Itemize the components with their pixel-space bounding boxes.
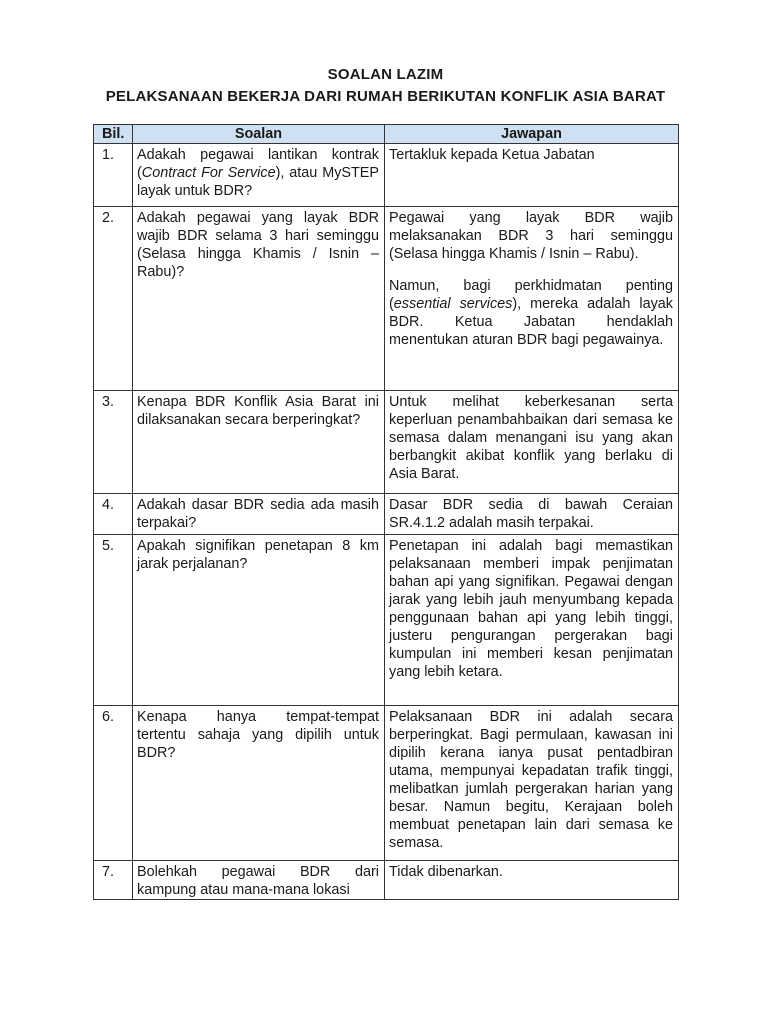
column-header-bil: Bil. — [94, 125, 133, 144]
answer-text: Namun, bagi perkhidmatan penting ( — [389, 278, 673, 312]
row-number: 2. — [94, 207, 133, 391]
answer-text: Untuk melihat keberkesanan serta keperluan penambahbaikan dari semasa ke semasa dalam menangani isu yang akan berbangkit akibat konflik yang berlaku di Asia Barat. — [389, 394, 673, 482]
page-title: SOALAN LAZIM — [327, 66, 444, 83]
question-cell — [133, 144, 385, 207]
question-text: ), atau MySTEP layak untuk BDR? — [137, 165, 379, 199]
question-cell: Adakah pegawai yang layak BDR wajib BDR selama 3 hari seminggu (Selasa hingga Khamis / Isnin – Rabu)? — [133, 207, 385, 391]
table-row — [94, 144, 679, 207]
answer-text: Dasar BDR sedia di bawah Ceraian SR.4.1.2 adalah masih terpakai. — [389, 497, 673, 531]
answer-text: Pegawai yang layak BDR wajib melaksanakan BDR 3 hari seminggu (Selasa hingga Khamis / Isnin – Rabu). — [389, 210, 673, 262]
answer-text: ), mereka adalah layak BDR. Ketua Jabatan hendaklah menentukan aturan BDR bagi pegawainya. — [389, 296, 673, 348]
question-cell: Apakah signifikan penetapan 8 km jarak perjalanan? — [133, 535, 385, 706]
question-cell: Kenapa BDR Konflik Asia Barat ini dilaksanakan secara berperingkat? — [133, 391, 385, 494]
answer-cell — [385, 861, 679, 900]
table-row — [94, 535, 679, 706]
answer-cell — [385, 144, 679, 207]
row-number: 7. — [94, 861, 133, 900]
answer-text: Tertakluk kepada Ketua Jabatan — [389, 147, 595, 163]
answer-emphasis: essential services — [393, 296, 513, 312]
question-cell: Bolehkah pegawai BDR dari kampung atau mana-mana lokasi — [133, 861, 385, 900]
faq-table — [93, 124, 679, 900]
answer-cell — [385, 391, 679, 494]
table-row — [94, 391, 679, 494]
row-number: 5. — [94, 535, 133, 706]
question-text: Adakah pegawai lantikan kontrak ( — [137, 147, 379, 181]
answer-cell — [385, 494, 679, 535]
row-number: 4. — [94, 494, 133, 535]
question-cell: Kenapa hanya tempat-tempat tertentu sahaja yang dipilih untuk BDR? — [133, 706, 385, 861]
table-row — [94, 207, 679, 391]
table-row — [94, 494, 679, 535]
answer-cell — [385, 535, 679, 706]
column-header-jawapan: Jawapan — [385, 125, 679, 144]
table-row — [94, 706, 679, 861]
answer-text: Pelaksanaan BDR ini adalah secara berperingkat. Bagi permulaan, kawasan ini dipilih kerana ianya pusat pentadbiran utama, mempunyai kepadatan trafik tinggi, melibatkan jumlah pergerakan harian yang besar. Namun begitu, Kerajaan boleh membuat penetapan lain dari semasa ke semasa. — [389, 709, 673, 851]
row-number: 6. — [94, 706, 133, 861]
page-subtitle: PELAKSANAAN BEKERJA DARI RUMAH BERIKUTAN KONFLIK ASIA BARAT — [105, 88, 666, 105]
answer-text: Tidak dibenarkan. — [389, 864, 503, 880]
row-number: 3. — [94, 391, 133, 494]
table-header-row — [94, 125, 679, 144]
question-cell: Adakah dasar BDR sedia ada masih terpakai? — [133, 494, 385, 535]
row-number: 1. — [94, 144, 133, 207]
answer-text-2 — [389, 277, 673, 349]
answer-cell — [385, 706, 679, 861]
question-emphasis: Contract For Service — [141, 165, 276, 181]
answer-cell — [385, 207, 679, 391]
table-row — [94, 861, 679, 900]
column-header-soalan: Soalan — [133, 125, 385, 144]
answer-text: Penetapan ini adalah bagi memastikan pelaksanaan memberi impak penjimatan bahan api yang signifikan. Pegawai dengan jarak yang lebih jauh menyumbang kepada penggunaan bahan api yang lebih tinggi, justeru pengurangan pergerakan bagi kumpulan ini memberi kesan penjimatan yang lebih ketara. — [389, 538, 673, 680]
